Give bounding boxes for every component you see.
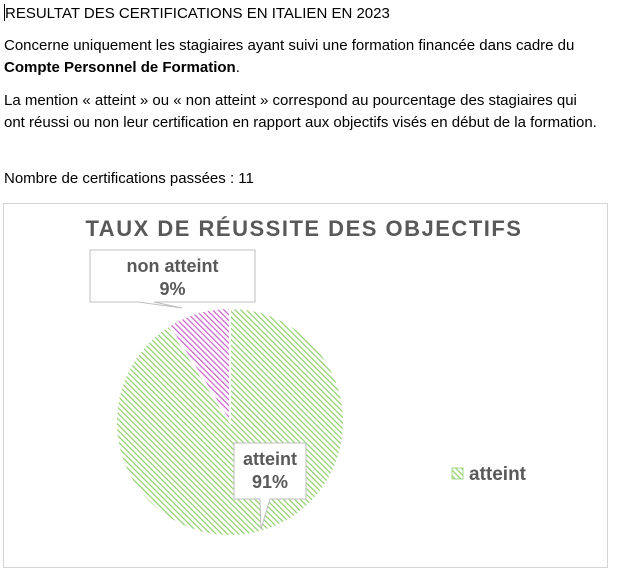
pie-chart[interactable] (3, 203, 608, 568)
scope-text: Concerne uniquement les stagiaires ayant suivi une formation financée dans cadre du (4, 37, 575, 54)
legend (452, 464, 527, 485)
scope-end: . (235, 59, 240, 76)
chart-title: TAUX DE RÉUSSITE DES OBJECTIFS (85, 216, 523, 241)
data-label-non-atteint (90, 250, 255, 308)
scope-paragraph (4, 35, 604, 79)
legend-label-atteint: atteint (469, 464, 526, 485)
data-label-category: atteint (243, 449, 297, 469)
pie-slices (116, 308, 344, 536)
data-label-value: 91% (251, 472, 289, 492)
pie-chart-svg (4, 204, 609, 569)
document-title-text: RESULTAT DES CERTIFICATIONS EN ITALIEN EN 2023 (5, 5, 390, 22)
mention-paragraph: La mention « atteint » ou « non atteint » correspond au pourcentage des stagiaires qui ont réussi ou non leur certification en rapport aux objectifs visés en début de la formation. (4, 92, 597, 131)
legend-swatch-atteint (452, 468, 463, 479)
document-title (4, 3, 390, 25)
data-label-category: non atteint (126, 256, 219, 276)
scope-bold-text: Compte Personnel de Formation (4, 59, 236, 76)
data-label-value: 9% (159, 279, 186, 299)
count-paragraph: Nombre de certifications passées : 11 (4, 170, 254, 187)
